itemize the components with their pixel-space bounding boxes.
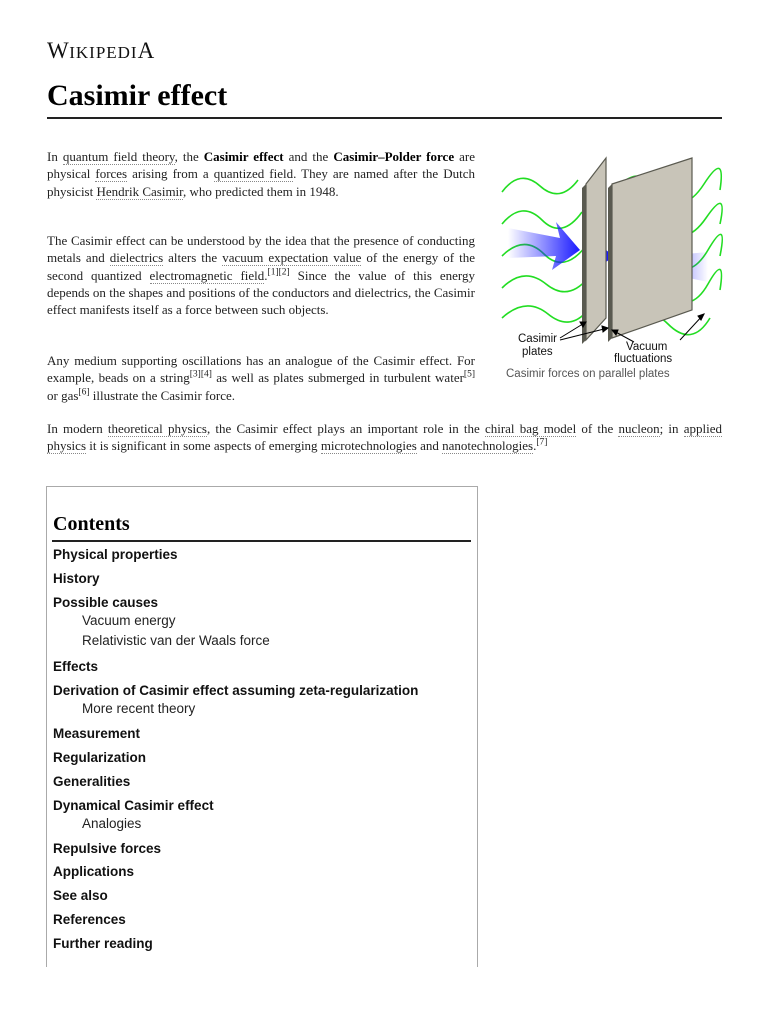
link-forces[interactable]: forces [95,166,128,182]
ref-4[interactable]: [4] [200,369,212,380]
toc-item-dynamical-casimir-effect[interactable]: Dynamical Casimir effect [53,798,214,813]
link-nanotechnologies[interactable]: nanotechnologies [442,438,534,454]
label-vacuum-fluctuations-line2: fluctuations [614,353,673,365]
figure-caption: Casimir forces on parallel plates [506,368,670,380]
link-applied-physics[interactable]: applied physics [47,421,722,454]
toc-divider [52,540,471,542]
ref-2[interactable]: [2] [278,267,290,278]
toc-item-generalities[interactable]: Generalities [53,774,131,789]
ref-7[interactable]: [7] [536,437,548,448]
ref-5[interactable]: [5] [463,369,475,380]
intro-paragraph-3: Any medium supporting oscillations has an analogue of the Casimir effect. For example, beads on a string[3][4] as well as plates submerged in turbulent water[5] or gas[6] illustrate the Casimir force. [47,353,475,403]
bold-casimir-polder-force: Casimir–Polder force [333,149,455,164]
title-divider [47,117,722,119]
toc-item-regularization[interactable]: Regularization [53,750,147,765]
casimir-plates [582,158,692,344]
link-quantum-field-theory[interactable]: quantum field theory [62,149,175,164]
link-hendrik-casimir[interactable]: Hendrik Casimir [96,183,183,199]
link-quantized-field[interactable]: quantized field [213,166,294,182]
bold-casimir-effect: Casimir effect [203,149,284,164]
intro-paragraph-2: The Casimir effect can be understood by the idea that the presence of conducting metals and dielectrics alters the vacuum expectation value of the energy of the second quantized electromagnetic field.[1][2] Since the value of this energy depends on the shapes and positions of the conductors and dielectrics, the Casimir effect manifests itself as a force between such objects. [47,233,475,318]
toc-item-applications[interactable]: Applications [53,864,135,879]
toc-item-physical-properties[interactable]: Physical properties [53,547,178,562]
intro-paragraph-1: In quantum field theory, the Casimir effect and the Casimir–Polder force are physical forces arising from a quantized field. They are named after the Dutch physicist Hendrik Casimir, who predicted them in 1948. [47,149,475,199]
toc-item-repulsive-forces[interactable]: Repulsive forces [53,841,162,856]
toc-item-more-recent-theory[interactable]: More recent theory [82,701,196,716]
toc-item-vacuum-energy[interactable]: Vacuum energy [82,613,176,628]
toc-item-measurement[interactable]: Measurement [53,726,141,741]
toc-title: Contents [53,513,130,535]
table-of-contents [46,486,478,967]
toc-item-see-also[interactable]: See also [53,888,108,903]
intro-paragraph-4: In modern theoretical physics, the Casimir effect plays an important role in the chiral bag model of the nucleon; in applied physics it is significant in some aspects of emerging microtechnologies and nanotechnologies.[7] [47,421,722,454]
link-nucleon[interactable]: nucleon [618,421,660,436]
logo-letter-a: A [137,38,155,63]
toc-item-references[interactable]: References [53,912,126,927]
ref-1[interactable]: [1] [267,267,279,278]
toc-item-history[interactable]: History [53,571,100,586]
link-theoretical-physics[interactable]: theoretical physics [107,421,207,436]
toc-item-analogies[interactable]: Analogies [82,816,142,831]
link-chiral-bag-model[interactable]: chiral bag model [484,421,577,436]
link-vacuum-expectation-value[interactable]: vacuum expectation value [222,250,362,266]
toc-item-further-reading[interactable]: Further reading [53,936,153,951]
casimir-plates-figure[interactable] [498,150,723,385]
toc-item-effects[interactable]: Effects [53,659,99,674]
logo-letters-mid: IKIPEDI [69,43,138,62]
logo-letter-w: W [47,38,70,63]
casimir-plates-illustration [498,150,723,365]
wikipedia-logo[interactable] [47,38,155,64]
toc-item-possible-causes[interactable]: Possible causes [53,595,159,610]
ref-3[interactable]: [3] [189,369,201,380]
link-dielectrics[interactable]: dielectrics [109,250,164,266]
page-title: Casimir effect [47,79,228,112]
toc-item-relativistic-van-der-waals-force[interactable]: Relativistic van der Waals force [82,633,270,648]
toc-item-derivation-zeta-regularization[interactable]: Derivation of Casimir effect assuming zeta-regularization [53,683,419,698]
label-casimir-plates-line2: plates [522,346,553,358]
label-casimir-plates-line1: Casimir [518,333,557,345]
link-microtechnologies[interactable]: microtechnologies [320,438,417,454]
ref-6[interactable]: [6] [78,387,90,398]
label-vacuum-fluctuations-line1: Vacuum [626,341,668,353]
link-electromagnetic-field[interactable]: electromagnetic field [149,267,265,283]
